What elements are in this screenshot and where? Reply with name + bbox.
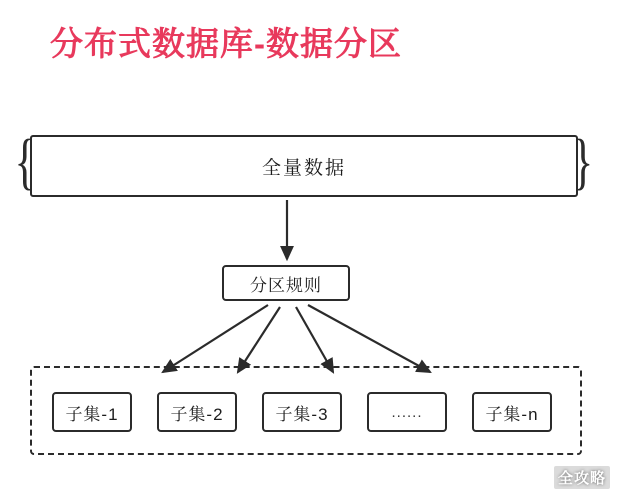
page-title: 分布式数据库-数据分区	[50, 25, 402, 62]
partition-rule-box	[222, 265, 350, 301]
subset-box	[52, 392, 132, 432]
subset-label: 子集-2	[170, 404, 224, 424]
right-brace-icon: {	[572, 128, 594, 196]
subset-box	[367, 392, 447, 432]
left-brace-icon: {	[14, 128, 36, 196]
subset-box	[472, 392, 552, 432]
partition-rule-label: 分区规则	[250, 275, 322, 295]
subset-label: 子集-3	[275, 404, 329, 424]
subset-label: 子集-1	[65, 404, 119, 424]
subset-label: ......	[391, 403, 423, 421]
subset-box	[262, 392, 342, 432]
subset-box	[157, 392, 237, 432]
full-data-label: 全量数据	[261, 157, 346, 179]
subset-label: 子集-n	[485, 404, 539, 424]
full-data-band	[30, 135, 578, 197]
watermark: 全攻略	[554, 466, 610, 489]
